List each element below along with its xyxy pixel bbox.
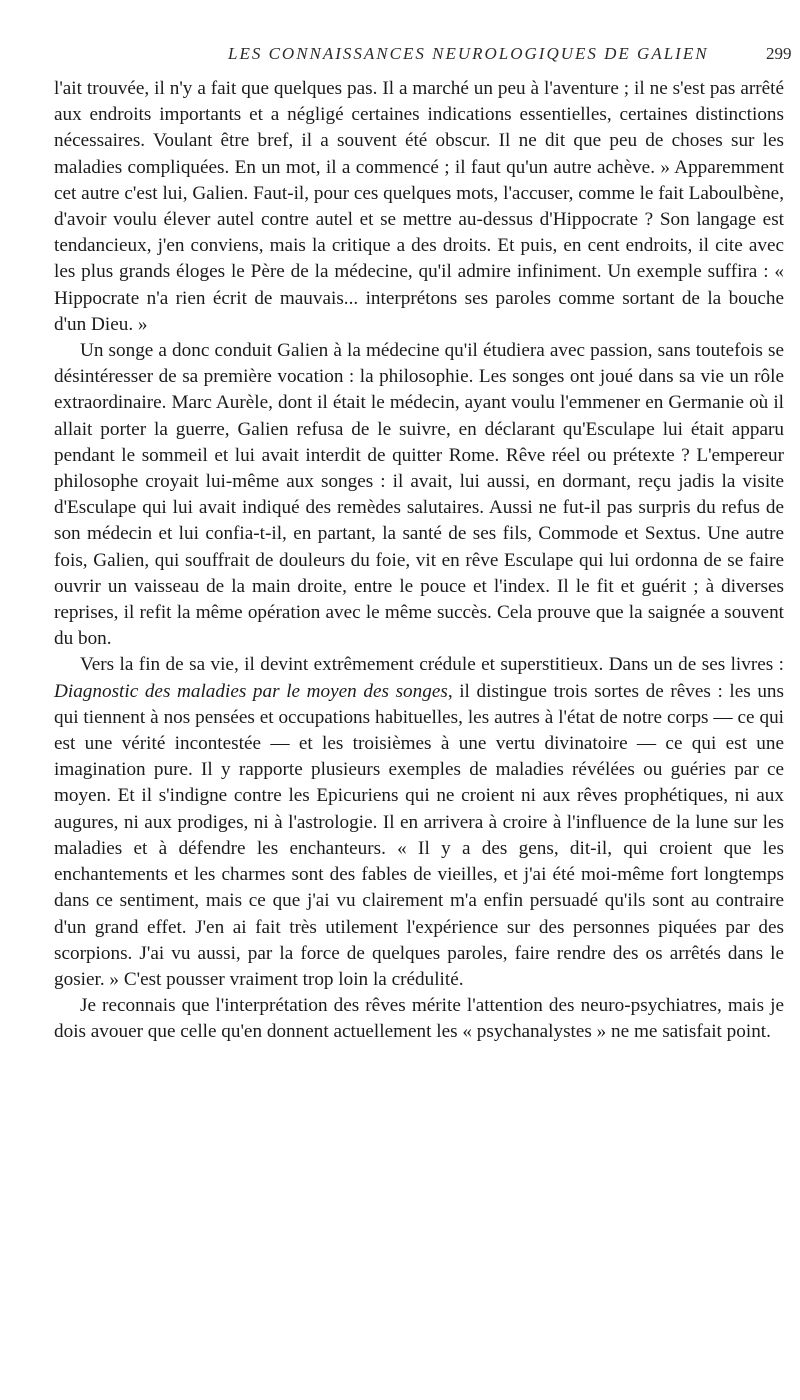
page-number: 299 bbox=[766, 44, 792, 63]
paragraph-credulite bbox=[54, 652, 784, 993]
paragraph-credulite-start: Vers la fin de sa vie, il devint extrêmement crédule et superstitieux. Dans un de ses livres : bbox=[80, 654, 784, 676]
book-title: Diagnostic des maladies par le moyen des songes bbox=[54, 680, 448, 702]
paragraph-songes: Un songe a donc conduit Galien à la médecine qu'il étudiera avec passion, sans toutefois se désintéresser de sa première vocation : la philosophie. Les songes ont joué dans sa vie un rôle extraordinaire. Marc Aurèle, dont il était le médecin, ayant voulu l'emmener en Germanie où il allait porter la guerre, Galien refusa de le suivre, en déclarant qu'Esculape lui était apparu pendant le sommeil et lui avait interdit de quitter Rome. Rêve réel ou prétexte ? L'empereur philosophe croyait lui-même aux songes : il avait, lui aussi, en dormant, reçu jadis la visite d'Esculape qui lui avait indiqué des remèdes salutaires. Aussi ne fut-il pas surpris du refus de son médecin et lui confia-t-il, en partant, la santé de ses fils, Commode et Sextus. Une autre fois, Galien, qui souffrait de douleurs du foie, vit en rêve Esculape qui lui ordonna de se faire ouvrir un vaisseau de la main droite, entre le pouce et l'index. Il le fit et guérit ; à diverses reprises, il refit la même opération avec le même succès. Cela prouve que la saignée a souvent du bon. bbox=[54, 340, 784, 650]
paragraph-conclusion: Je reconnais que l'interprétation des rêves mérite l'attention des neuro-psychiatres, mais je dois avouer que celle qu'en donnent actuellement les « psychanalystes » ne me satisfait point. bbox=[54, 995, 784, 1043]
paragraph-credulite-rest: , il distingue trois sortes de rêves : les uns qui tiennent à nos pensées et occupations habituelles, les autres à l'état de notre corps — ce qui est une vérité incontestée — et les troisièmes à une vertu divinatoire — ce qui est une imagination pure. Il y rapporte plusieurs exemples de maladies révélées ou guéries par ce moyen. Et il s'indigne contre les Epicuriens qui ne croient ni aux rêves prophétiques, ni aux augures, ni aux prodiges, ni à l'astrologie. Il en arrivera à croire à l'influence de la lune sur les maladies et à défendre les enchanteurs. « Il y a des gens, dit-il, qui croient que les enchantements et les charmes sont des fables de vieilles, et j'ai été moi-même fort longtemps dans ce sentiment, mais ce que j'ai vu clairement m'a enfin persuadé qu'ils sont au contraire d'un grand effet. J'en ai fait très utilement l'expérience sur des personnes piquées par des scorpions. J'ai vu aussi, par la force de quelques paroles, faire rendre des os arrêtés dans le gosier. » C'est pousser vraiment trop loin la crédulité. bbox=[54, 680, 784, 990]
paragraph-hippocrate: l'ait trouvée, il n'y a fait que quelques pas. Il a marché un peu à l'aventure ; il ne s'est pas arrêté aux endroits importants et a négligé certaines indications essentielles, certaines distinctions nécessaires. Voulant être bref, il a souvent été obscur. Il ne dit que peu de choses sur les maladies compliquées. En un mot, il a commencé ; il faut qu'un autre achève. » Apparemment cet autre c'est lui, Galien. Faut-il, pour ces quelques mots, l'accuser, comme le fait Laboulbène, d'avoir voulu élever autel contre autel et se mettre au-dessus d'Hippocrate ? Son langage est tendancieux, j'en conviens, mais la critique a des droits. Et puis, en cent endroits, il cite avec les plus grands éloges le Père de la médecine, qu'il admire infiniment. Un exemple suffira : « Hippocrate n'a rien écrit de mauvais... interprétons ses paroles comme sortant de la bouche d'un Dieu. » bbox=[54, 78, 784, 335]
body-text bbox=[54, 76, 784, 1046]
running-head: LES CONNAISSANCES NEUROLOGIQUES DE GALIEN bbox=[228, 44, 709, 63]
